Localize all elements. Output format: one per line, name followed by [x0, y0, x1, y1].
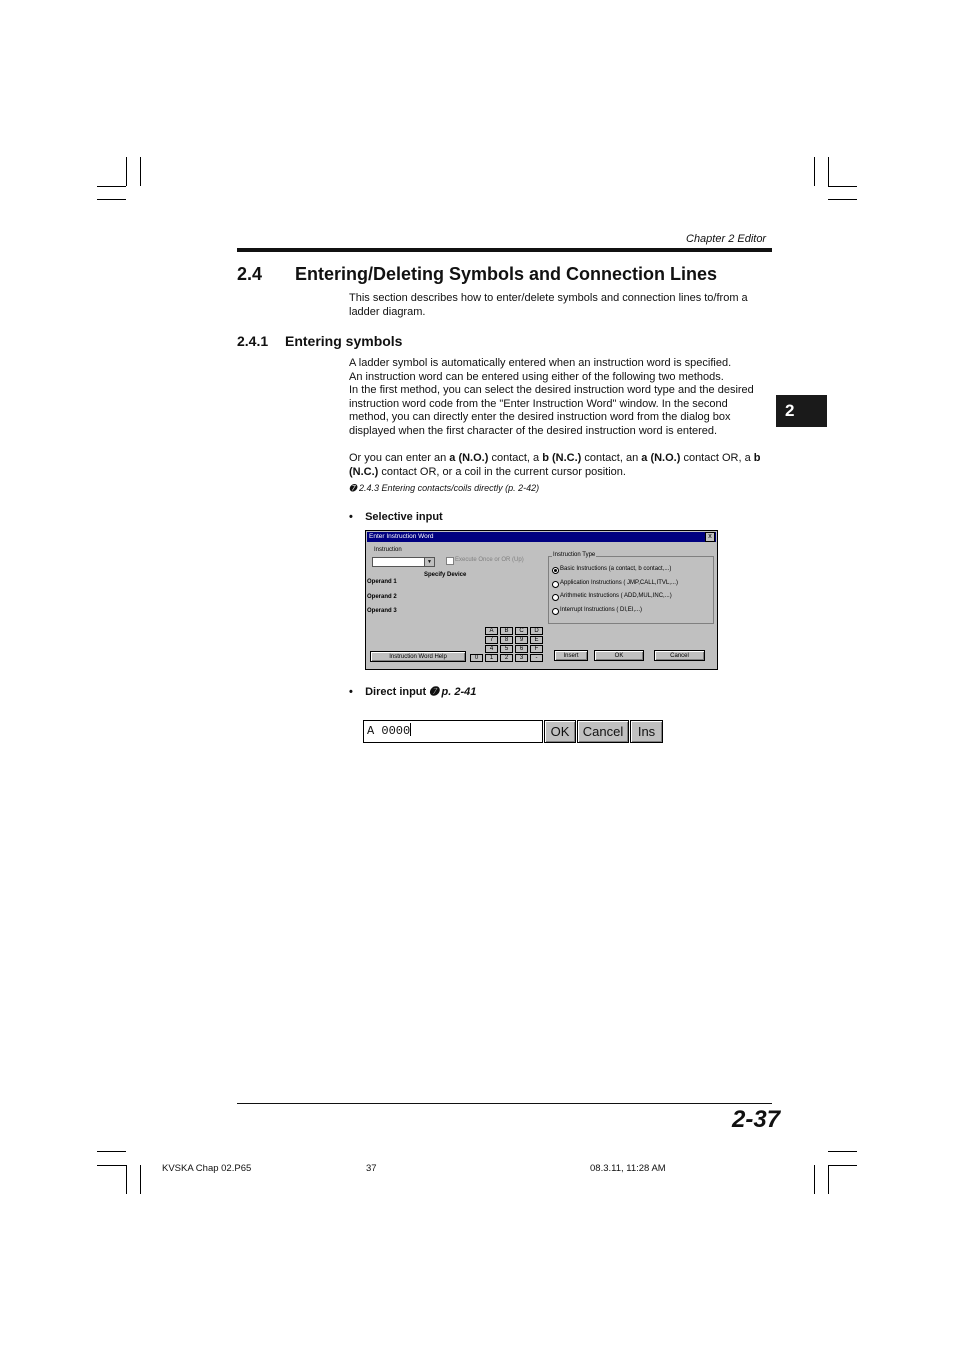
- key-4[interactable]: 4: [485, 645, 498, 653]
- section-number: 2.4: [237, 264, 263, 284]
- footer-rule: [237, 1103, 772, 1104]
- direct-cancel-button[interactable]: Cancel: [577, 720, 629, 743]
- radio-application[interactable]: [552, 581, 559, 588]
- radio-arithmetic[interactable]: [552, 594, 559, 601]
- page-number: 2-37: [732, 1106, 781, 1133]
- instruction-word-help-button[interactable]: Instruction Word Help: [370, 651, 466, 662]
- body-line: method, you can directly enter the desired instruction word from the dialog box: [349, 411, 731, 424]
- type-basic-label: Basic Instructions (a contact, b contact,...): [560, 566, 672, 572]
- direct-ins-button[interactable]: Ins: [630, 720, 663, 743]
- key-C[interactable]: C: [515, 627, 528, 635]
- body-line: displayed when the first character of the desired instruction word is entered.: [349, 424, 718, 437]
- body-line: In the first method, you can select the desired instruction word type and the desired: [349, 384, 754, 397]
- footer-page: 37: [366, 1163, 377, 1174]
- key-0[interactable]: 0: [470, 654, 483, 662]
- key-2[interactable]: 2: [500, 654, 513, 662]
- type-application-label: Application Instructions ( JMP,CALL,ITVL,...): [560, 580, 678, 586]
- section-intro: This section describes how to enter/delete symbols and connection lines to/from a ladder diagram.: [349, 292, 748, 318]
- body-line: An instruction word can be entered using either of the following two methods.: [349, 370, 724, 383]
- direct-ok-button[interactable]: OK: [544, 720, 576, 743]
- crop-mark: [814, 157, 815, 186]
- key-7[interactable]: 7: [485, 636, 498, 644]
- operand-2-label: Operand 2: [367, 594, 397, 600]
- crop-mark: [828, 1165, 857, 1166]
- instruction-type-label: Instruction Type: [553, 552, 596, 558]
- radio-basic[interactable]: [552, 567, 559, 574]
- enter-instruction-word-dialog: [365, 530, 718, 670]
- operand-3-label: Operand 3: [367, 608, 397, 614]
- crop-mark: [126, 157, 127, 186]
- instruction-combo[interactable]: [372, 557, 435, 567]
- key-1[interactable]: 1: [485, 654, 498, 662]
- direct-input-field[interactable]: A 0000: [363, 720, 543, 743]
- type-interrupt-label: Interrupt Instructions ( DI,EI,...): [560, 607, 643, 613]
- footer-date: 08.3.11, 11:28 AM: [590, 1163, 666, 1174]
- crop-mark: [140, 157, 141, 186]
- section-title: Entering/Deleting Symbols and Connection Lines: [295, 264, 718, 284]
- ok-button[interactable]: OK: [594, 650, 644, 661]
- subsection-title: Entering symbols: [285, 333, 403, 349]
- key-E[interactable]: E: [530, 636, 543, 644]
- crop-mark: [828, 1151, 857, 1152]
- dialog-titlebar: Enter Instruction Word: [367, 532, 716, 542]
- crop-mark: [126, 1165, 127, 1194]
- close-icon[interactable]: x: [705, 532, 715, 542]
- key-9[interactable]: 9: [515, 636, 528, 644]
- insert-button[interactable]: Insert: [554, 650, 588, 661]
- type-arithmetic-label: Arithmetic Instructions ( ADD,MUL,INC,...): [560, 593, 672, 599]
- chapter-tab: 2: [776, 395, 827, 427]
- body-paragraph: [349, 357, 774, 439]
- direct-input-box: [363, 720, 663, 743]
- bullet-direct-input: • Direct input ➐ p. 2-41: [349, 686, 477, 698]
- instruction-type-group: [548, 552, 714, 624]
- key-B[interactable]: B: [500, 627, 513, 635]
- key-minus[interactable]: -: [530, 654, 543, 662]
- header-rule: [237, 248, 772, 252]
- key-A[interactable]: A: [485, 627, 498, 635]
- execute-once-label: Execute Once or OR (Up): [455, 557, 524, 563]
- bullet-selective-input: • Selective input: [349, 511, 443, 523]
- key-D[interactable]: D: [530, 627, 543, 635]
- crop-mark: [97, 199, 126, 200]
- crop-mark: [140, 1165, 141, 1194]
- key-3[interactable]: 3: [515, 654, 528, 662]
- key-5[interactable]: 5: [500, 645, 513, 653]
- crop-mark: [97, 186, 126, 187]
- specify-device-label: Specify Device: [424, 572, 467, 578]
- crop-mark: [814, 1165, 815, 1194]
- key-6[interactable]: 6: [515, 645, 528, 653]
- subsection-number: 2.4.1: [237, 333, 269, 349]
- cancel-button[interactable]: Cancel: [654, 650, 705, 661]
- crop-mark: [828, 199, 857, 200]
- key-8[interactable]: 8: [500, 636, 513, 644]
- key-F[interactable]: F: [530, 645, 543, 653]
- instruction-label: Instruction: [374, 547, 402, 553]
- body-paragraph-contacts: Or you can enter an a (N.O.) contact, a b (N.C.) contact, an a (N.O.) contact OR, a b (N.C.) contact OR, or a coil in the current cursor position.: [349, 452, 761, 478]
- crop-mark: [828, 186, 857, 187]
- crop-mark: [828, 157, 829, 186]
- crop-mark: [828, 1165, 829, 1194]
- chevron-down-icon[interactable]: ▼: [424, 558, 434, 566]
- radio-interrupt[interactable]: [552, 608, 559, 615]
- body-line: instruction word code from the "Enter Instruction Word" window. In the second: [349, 397, 728, 410]
- operand-1-label: Operand 1: [367, 579, 397, 585]
- running-header: Chapter 2 Editor: [686, 233, 767, 245]
- cross-reference: ➐ 2.4.3 Entering contacts/coils directly (p. 2-42): [349, 483, 540, 493]
- crop-mark: [97, 1165, 126, 1166]
- footer-file: KVSKA Chap 02.P65: [162, 1163, 252, 1174]
- text-caret: [410, 723, 411, 736]
- execute-once-checkbox[interactable]: [446, 557, 454, 565]
- crop-mark: [97, 1151, 126, 1152]
- body-line: A ladder symbol is automatically entered when an instruction word is specified.: [349, 357, 732, 369]
